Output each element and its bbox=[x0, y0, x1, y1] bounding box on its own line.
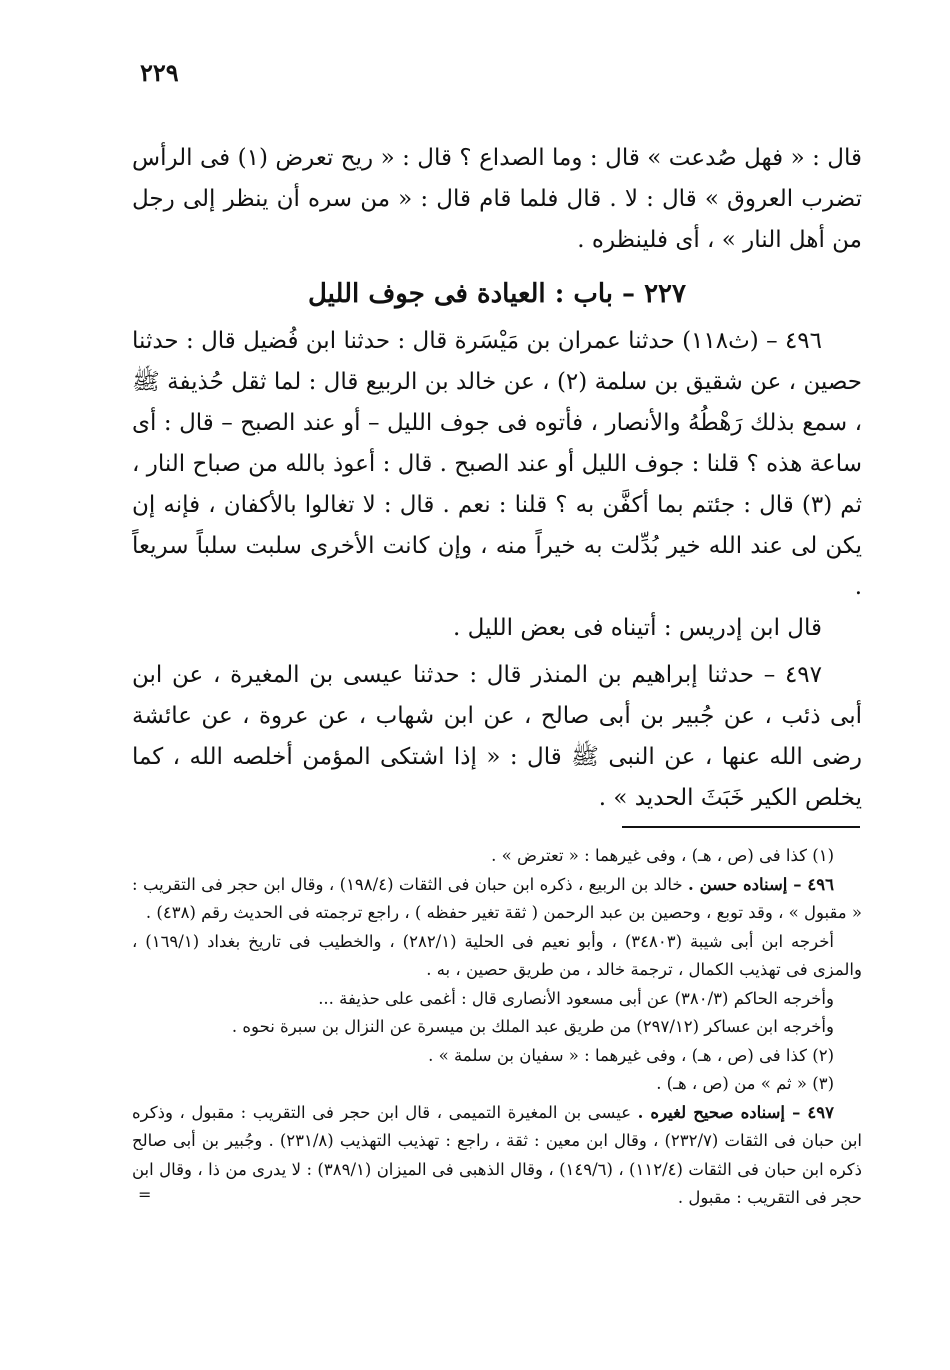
footnote-2: (٢) كذا فى (ص ، هـ) ، وفى غيرهما : « سفيان بن سلمة » . bbox=[428, 1045, 834, 1065]
hadith-497: ٤٩٧ – حدثنا إبراهيم بن المنذر قال : حدثنا عيسى بن المغيرة ، عن ابن أبى ذئب ، عن جُبير بن أبى صالح ، عن ابن شهاب ، عن عروة ، عن عائشة رضى الله عنها ، عن النبى ﷺ قال : « إذا اشتكى المؤمن أخلصه الله ، كما يخلص الكير خَبَثَ الحديد » . bbox=[132, 662, 862, 811]
hadith-496: ٤٩٦ – (ث١١٨) حدثنا عمران بن مَيْسَرة قال : حدثنا ابن فُضيل قال : حدثنا حصين ، عن شقيق بن سلمة (٢) ، عن خالد بن الربيع قال : لما ثقل حُذيفة ﷺ ، سمع بذلك رَهْطُهُ والأنصار ، فأتوه فى جوف الليل – أو عند الصبح – قال : أى ساعة هذه ؟ قلنا : جوف الليل أو عند الصبح . قال : أعوذ بالله من صباح النار ، ثم (٣) قال : جئتم بما أكفَّن به ؟ قلنا : نعم . قال : لا تغالوا بالأكفان ، فإنه إن يكن لى عند الله خير بُدِّلت به خيراً منه ، وإن كانت الأخرى سلبت سلباً سريعاً . bbox=[132, 328, 863, 600]
ibn-idris-line: قال ابن إدريس : أتيناه فى بعض الليل . bbox=[453, 615, 822, 641]
footnote-1: (١) كذا فى (ص ، هـ) ، وفى غيرهما : « تعترض » . bbox=[491, 846, 834, 865]
intro-paragraph: قال : « فهل صُدعت » قال : وما الصداع ؟ قال : « ريح تعرض (١) فى الرأس تضرب العروق » قال : لا . قال فلما قام قال : « من سره أن ينظر إلى رجل من أهل النار » ، أى فلينظره . bbox=[132, 145, 862, 253]
note-497 bbox=[132, 1099, 862, 1213]
page-number: ٢٢٩ bbox=[140, 58, 179, 87]
note-497-text: عيسى بن المغيرة التميمى ، قال ابن حجر فى التقريب : مقبول ، وذكره ابن حبان فى الثقات (٢٣٢/٧) ، وقال ابن معين : ثقة ، راجع : تهذيب التهذيب (٢٣١/٨) . وجُبير بن أبى صالح ذكره ابن حبان فى الثقات (١١٢/٤) ، (١٤٩/٦) ، وقال الذهبى فى الميزان (٣٨٩/١) : لا يدرى من ذا ، وقال ابن حجر فى التقريب : مقبول . bbox=[132, 1102, 863, 1207]
note-496 bbox=[132, 871, 862, 928]
chapter-heading: ٢٢٧ – باب : العيادة فى جوف الليل bbox=[307, 279, 686, 309]
footnote-3: (٣) « ثم » من (ص ، هـ) . bbox=[656, 1074, 834, 1093]
takhrij-3: وأخرجه ابن عساكر (٢٩٧/١٢) من طريق عبد الملك بن ميسرة عن النزال بن سبرة نحوه . bbox=[231, 1017, 834, 1036]
continuation-mark: = bbox=[138, 1184, 152, 1204]
footnotes bbox=[132, 842, 862, 1213]
footnote-separator bbox=[622, 826, 860, 828]
note-496-lead: ٤٩٦ – إسناده حسن . bbox=[687, 874, 834, 894]
note-497-lead: ٤٩٧ – إسناده صحيح لغيره . bbox=[637, 1102, 834, 1122]
main-text bbox=[132, 138, 862, 819]
takhrij-2: وأخرجه الحاكم (٣٨٠/٣) عن أبى مسعود الأنصارى قال : أغمى على حذيفة ... bbox=[318, 988, 834, 1008]
takhrij-1: أخرجه ابن أبى شيبة (٣٤٨٠٣) ، وأبو نعيم فى الحلية (٢٨٢/١) ، والخطيب فى تاريخ بغداد (١٦٩/١) ، والمزى فى تهذيب الكمال ، ترجمة خالد ، من طريق حصين ، به . bbox=[132, 931, 862, 979]
note-496-text: خالد بن الربيع ، ذكره ابن حبان فى الثقات (١٩٨/٤) ، وقال ابن حجر فى التقريب : « مقبول » ، وقد توبع ، وحصين بن عبد الرحمن ( ثقة تغير حفظه ) ، راجع ترجمته فى الحديث رقم (٤٣٨) . bbox=[132, 874, 862, 922]
